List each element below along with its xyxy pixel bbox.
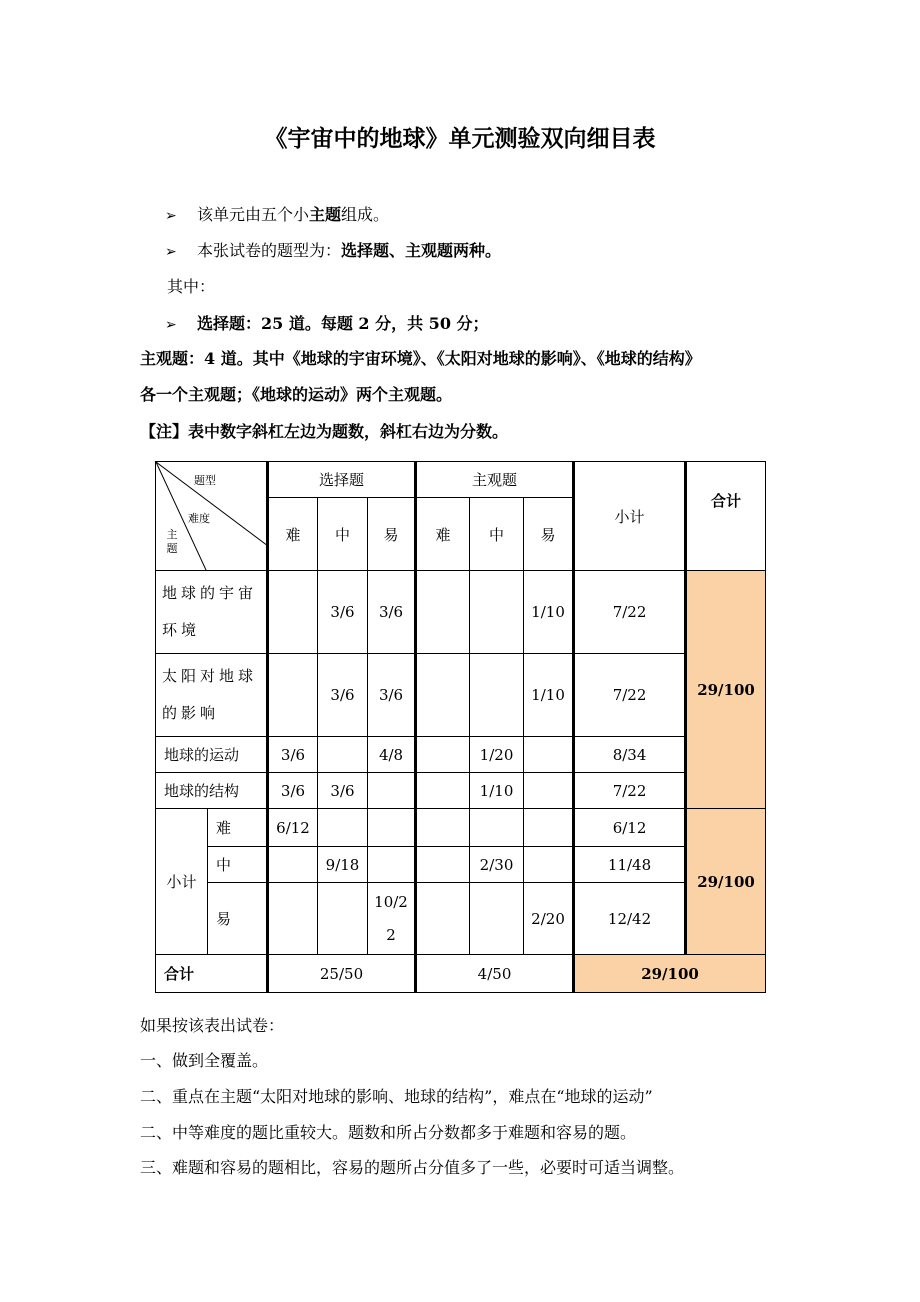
- diag-topic-label: 主题: [166, 528, 178, 555]
- cell: 3/6: [368, 654, 416, 737]
- topic-cell: 太阳对地球的影响: [156, 654, 268, 737]
- cell: [416, 571, 470, 654]
- cell: [268, 654, 318, 737]
- cell: [268, 847, 318, 883]
- table-row: [156, 773, 766, 809]
- cell: [524, 773, 574, 809]
- table-row: [156, 883, 766, 955]
- subtotal-header: 小计: [574, 462, 686, 571]
- cell: 6/12: [268, 809, 318, 847]
- conclusion-line-2: 一、做到全覆盖。: [140, 1051, 269, 1070]
- cell: 3/6: [318, 654, 368, 737]
- choice-header: 选择题: [268, 462, 416, 498]
- cell: 1/10: [470, 773, 524, 809]
- table-row: [156, 955, 766, 993]
- cell: [318, 809, 368, 847]
- cell: 6/12: [574, 809, 686, 847]
- diagonal-header-cell: [156, 462, 268, 571]
- conclusion-line-4: 二、中等难度的题比重较大。题数和所占分数都多于难题和容易的题。: [140, 1123, 637, 1142]
- cell: 3/6: [368, 571, 416, 654]
- intro-line-4: ➢ 选择题：25 道。每题 2 分，共 50 分；: [165, 313, 489, 336]
- conclusion-line-1: 如果按该表出试卷：: [140, 1016, 285, 1035]
- cell: [368, 847, 416, 883]
- intro-line-3: 其中：: [167, 277, 216, 296]
- cell: [416, 809, 470, 847]
- cell: 2/20: [524, 883, 574, 955]
- cell: 3/6: [318, 571, 368, 654]
- table-row: [156, 847, 766, 883]
- intro-line-6: 各一个主观题；《地球的运动》两个主观题。: [140, 385, 453, 404]
- cell: 10/22: [368, 883, 416, 955]
- cell: 1/10: [524, 571, 574, 654]
- cell: 3/6: [268, 737, 318, 773]
- difficulty-label: 中: [208, 847, 268, 883]
- cell: 8/34: [574, 737, 686, 773]
- diag-difficulty-label: 难度: [188, 512, 210, 525]
- bullet-icon: ➢: [165, 317, 177, 333]
- topic-cell: 地球的宇宙环境: [156, 571, 268, 654]
- grand-total-label: 合计: [156, 955, 268, 993]
- cell: 7/22: [574, 571, 686, 654]
- subjective-header: 主观题: [416, 462, 574, 498]
- bullet-icon: ➢: [165, 244, 177, 260]
- choice-easy-header: 易: [368, 498, 416, 571]
- table-row: [156, 809, 766, 847]
- cell: 9/18: [318, 847, 368, 883]
- cell: 4/8: [368, 737, 416, 773]
- cell: 1/10: [524, 654, 574, 737]
- cell: [268, 883, 318, 955]
- cell: [416, 737, 470, 773]
- cell: 3/6: [318, 773, 368, 809]
- difficulty-label: 难: [208, 809, 268, 847]
- grand-total-cell: 29/100: [574, 955, 766, 993]
- intro-line-2: ➢ 本张试卷的题型为：选择题、主观题两种。: [165, 240, 501, 263]
- topic-cell: 地球的结构: [156, 773, 268, 809]
- cell: 12/42: [574, 883, 686, 955]
- subj-mid-header: 中: [470, 498, 524, 571]
- intro-line-7: 【注】表中数字斜杠左边为题数，斜杠右边为分数。: [140, 422, 509, 441]
- table-row: [156, 571, 766, 654]
- cell: [368, 773, 416, 809]
- table-row: [156, 654, 766, 737]
- cell: [524, 847, 574, 883]
- subtotal-row-label: 小计: [156, 809, 208, 955]
- cell: [416, 847, 470, 883]
- subj-hard-header: 难: [416, 498, 470, 571]
- cell: 7/22: [574, 654, 686, 737]
- bullet-icon: ➢: [165, 208, 177, 224]
- cell: [416, 883, 470, 955]
- table-row: [156, 737, 766, 773]
- grand-subjective-cell: 4/50: [416, 955, 574, 993]
- topic-cell: 地球的运动: [156, 737, 268, 773]
- difficulty-label: 易: [208, 883, 268, 955]
- total-header: 合计: [686, 462, 766, 571]
- cell: [470, 883, 524, 955]
- cell: [524, 809, 574, 847]
- conclusion-line-3: 二、重点在主题“太阳对地球的影响、地球的结构”，难点在“地球的运动”: [140, 1087, 653, 1106]
- cell: [470, 654, 524, 737]
- intro-line-5: 主观题：4 道。其中《地球的宇宙环境》、《太阳对地球的影响》、《地球的结构》: [140, 349, 701, 368]
- cell: [318, 737, 368, 773]
- choice-hard-header: 难: [268, 498, 318, 571]
- conclusion-line-5: 三、难题和容易的题相比，容易的题所占分值多了一些，必要时可适当调整。: [140, 1158, 685, 1177]
- cell: [470, 571, 524, 654]
- cell: [416, 773, 470, 809]
- intro-line-1: ➢ 该单元由五个小主题组成。: [165, 204, 389, 227]
- cell: [368, 809, 416, 847]
- cell: [318, 883, 368, 955]
- cell: [470, 809, 524, 847]
- cell: [268, 571, 318, 654]
- cell: 3/6: [268, 773, 318, 809]
- difficulty-total-cell: 29/100: [686, 809, 766, 955]
- cell: 11/48: [574, 847, 686, 883]
- grand-choice-cell: 25/50: [268, 955, 416, 993]
- subj-easy-header: 易: [524, 498, 574, 571]
- page-title: 《宇宙中的地球》单元测验双向细目表: [264, 126, 656, 152]
- cell: 2/30: [470, 847, 524, 883]
- cell: [416, 654, 470, 737]
- cell: 1/20: [470, 737, 524, 773]
- cell: 7/22: [574, 773, 686, 809]
- topic-total-cell: 29/100: [686, 571, 766, 809]
- cell: [524, 737, 574, 773]
- diag-type-label: 题型: [194, 474, 216, 487]
- choice-mid-header: 中: [318, 498, 368, 571]
- detail-table: [155, 461, 766, 993]
